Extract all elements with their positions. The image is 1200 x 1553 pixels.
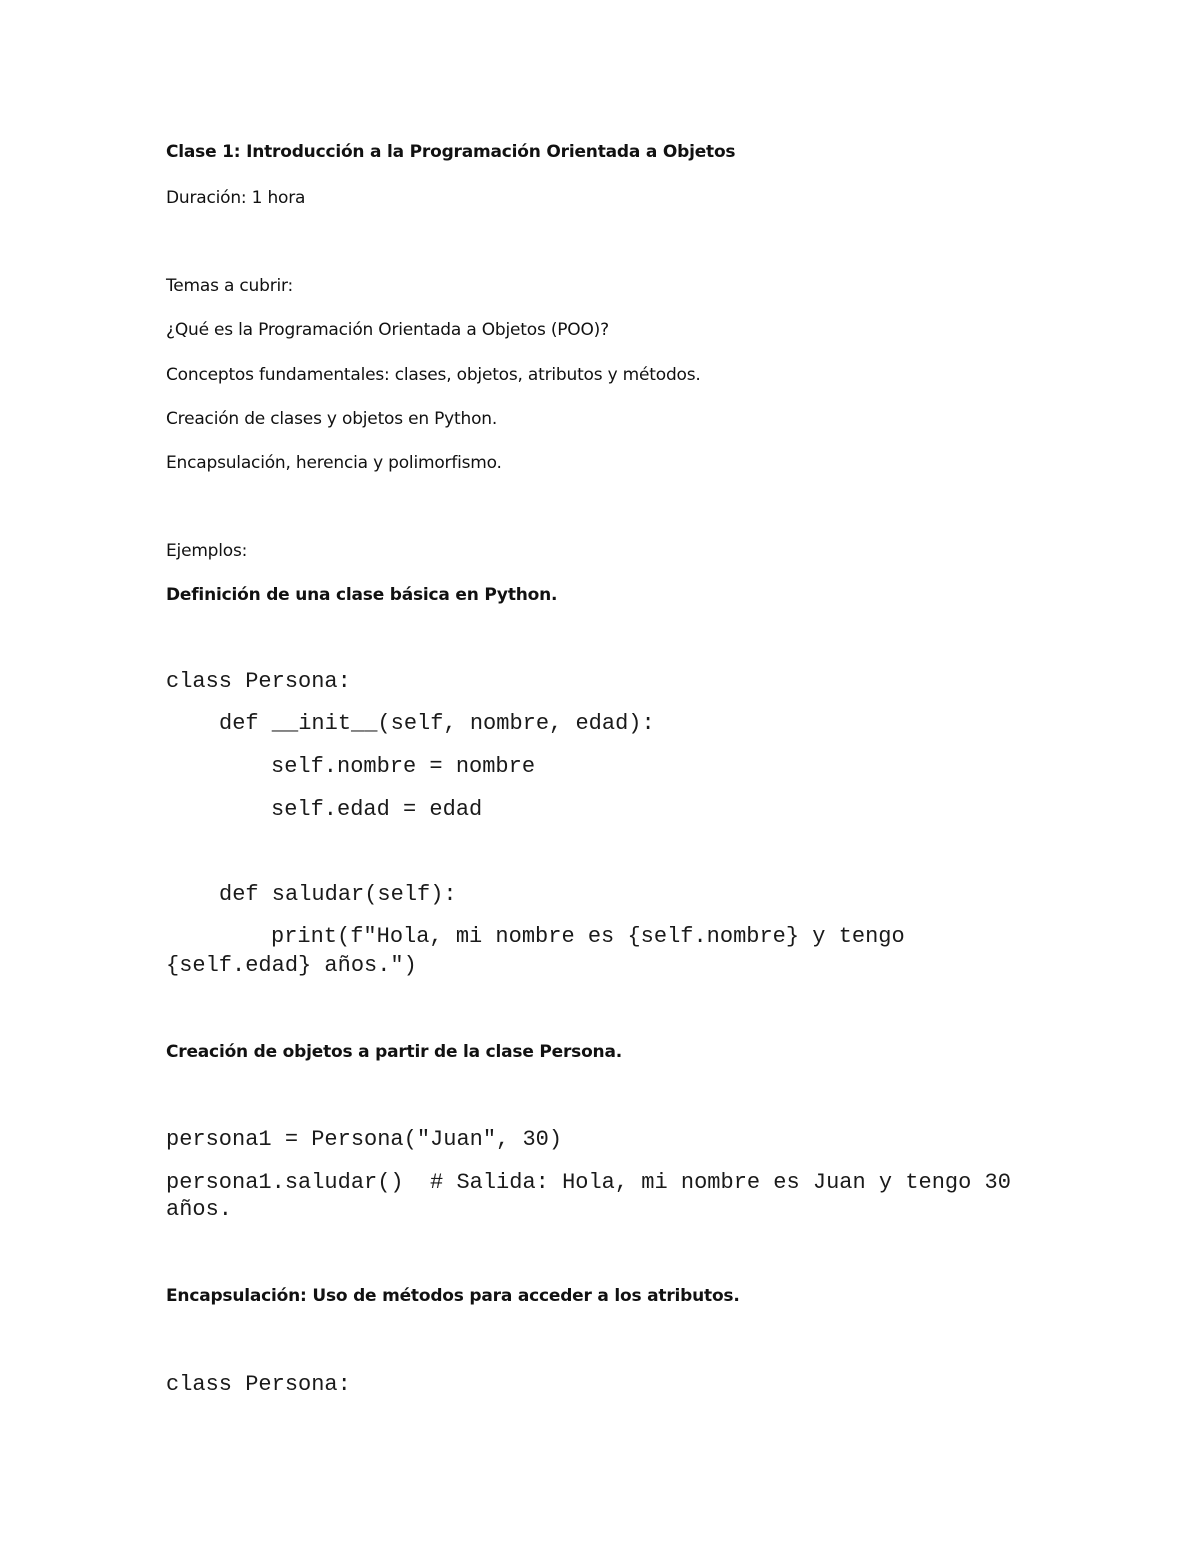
code-line: {self.edad} años.") xyxy=(166,953,417,978)
document-title: Clase 1: Introducción a la Programación Orientada a Objetos xyxy=(166,142,736,162)
example-heading: Creación de objetos a partir de la clase Persona. xyxy=(166,1042,622,1062)
topic-item: Encapsulación, herencia y polimorfismo. xyxy=(166,453,502,473)
topics-heading: Temas a cubrir: xyxy=(166,276,294,296)
topic-item: ¿Qué es la Programación Orientada a Objetos (POO)? xyxy=(166,320,609,340)
code-line: self.edad = edad xyxy=(271,797,483,822)
code-line: class Persona: xyxy=(166,669,351,694)
examples-heading: Ejemplos: xyxy=(166,541,248,561)
code-line: persona1 = Persona("Juan", 30) xyxy=(166,1127,563,1152)
code-line: class Persona: xyxy=(166,1372,351,1397)
example-heading: Encapsulación: Uso de métodos para acceder a los atributos. xyxy=(166,1286,740,1306)
code-line: def __init__(self, nombre, edad): xyxy=(219,711,655,736)
code-line: años. xyxy=(166,1197,233,1222)
topic-item: Conceptos fundamentales: clases, objetos, atributos y métodos. xyxy=(166,365,701,385)
code-line: persona1.saludar() # Salida: Hola, mi nombre es Juan y tengo 30 xyxy=(166,1170,1011,1195)
topic-item: Creación de clases y objetos en Python. xyxy=(166,409,498,429)
duration-text: Duración: 1 hora xyxy=(166,188,306,208)
code-line: print(f"Hola, mi nombre es {self.nombre} y tengo xyxy=(271,924,905,949)
code-line: self.nombre = nombre xyxy=(271,754,536,779)
code-line: def saludar(self): xyxy=(219,882,457,907)
example-heading: Definición de una clase básica en Python. xyxy=(166,585,558,605)
